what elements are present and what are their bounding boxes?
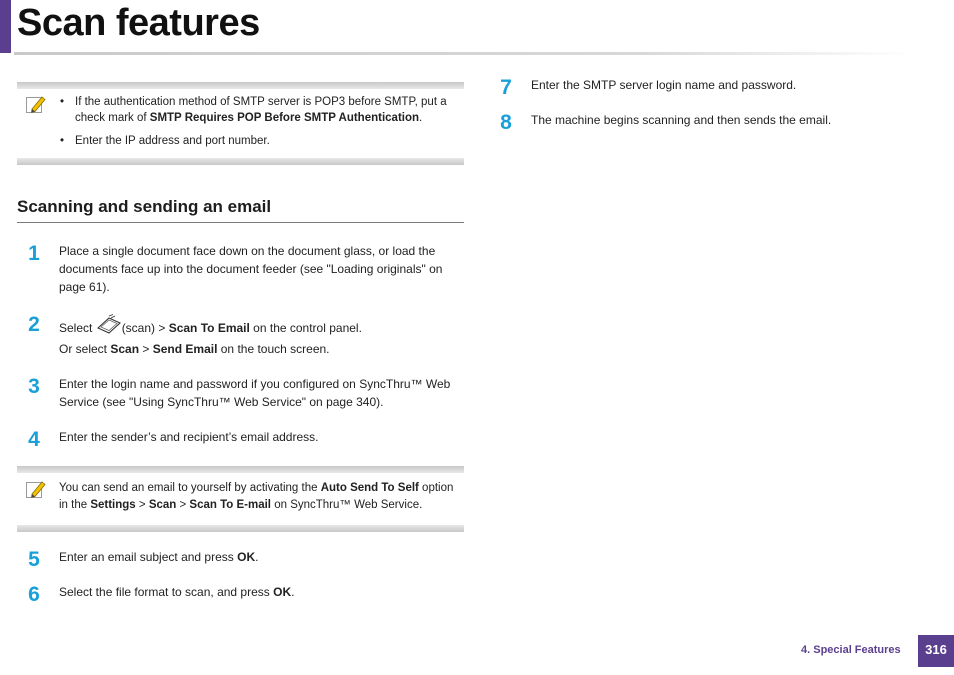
header-accent-bar <box>0 0 11 53</box>
note-box-authentication <box>17 82 464 165</box>
bullet-dot: • <box>60 135 65 147</box>
note-bullet-item <box>60 133 464 149</box>
step-text-part: . <box>255 550 259 564</box>
step-text <box>59 314 464 337</box>
note-pencil-icon <box>25 94 47 116</box>
note-text: Enter the IP address and port number. <box>75 135 270 147</box>
note-bottom-border <box>17 158 464 165</box>
step-text: The machine begins scanning and then sends the email. <box>531 113 832 127</box>
note-bold-text: SMTP Requires POP Before SMTP Authentication <box>149 112 420 124</box>
step-text-alt <box>59 340 464 358</box>
step-text <box>59 548 464 566</box>
step-text-part: (scan) > <box>121 321 169 335</box>
step-bold-text: Send Email <box>152 342 218 356</box>
note-text: You can send an email to yourself by activating the <box>59 482 321 494</box>
note-box-auto-send <box>17 466 464 532</box>
step-text-part: Select <box>59 321 96 335</box>
note-bullet-list <box>60 94 464 149</box>
note-bold-text: Auto Send To Self <box>320 482 419 494</box>
step-text: Enter the SMTP server login name and password. <box>531 78 797 92</box>
footer-chapter-label: 4. Special Features <box>801 644 901 656</box>
section-title: Scanning and sending an email <box>17 197 272 216</box>
step-text-part: Select the file format to scan, and press <box>59 585 274 599</box>
note-text: option in the <box>59 482 454 511</box>
step-number: 5 <box>28 548 40 571</box>
step-text-part: Or select <box>59 342 111 356</box>
step-text-part: . <box>291 585 295 599</box>
step-text-part: Enter an email subject and press <box>59 550 238 564</box>
step-text-part: on the touch screen. <box>217 342 330 356</box>
step-text-part: on the control panel. <box>249 321 362 335</box>
step-number: 8 <box>500 111 512 134</box>
note-text: . <box>419 112 423 124</box>
step-bold-text: Scan To Email <box>168 321 250 335</box>
note-body <box>17 473 464 525</box>
note-text-block <box>59 480 464 514</box>
note-text: on SyncThru™ Web Service. <box>271 499 423 511</box>
step-number: 2 <box>28 313 40 336</box>
page-title: Scan features <box>17 2 260 44</box>
step-text: Enter the sender’s and recipient’s email address. <box>59 430 319 444</box>
step-number: 7 <box>500 76 512 99</box>
note-bottom-border <box>17 525 464 532</box>
note-bullet-item <box>60 94 464 126</box>
note-text: If the authentication method of SMTP server is POP3 before SMTP, put a check mark of <box>75 96 447 124</box>
step-bold-text: Scan <box>110 342 140 356</box>
page-number-badge: 316 <box>918 635 954 667</box>
note-bold-text: Scan To E-mail <box>189 499 272 511</box>
note-top-border <box>17 466 464 473</box>
scan-icon <box>96 314 122 336</box>
title-divider <box>14 52 914 55</box>
step-bold-text: OK <box>237 550 256 564</box>
note-text: > <box>135 499 149 511</box>
note-bold-text: Scan <box>148 499 177 511</box>
step-text: Enter the login name and password if you configured on SyncThru™ Web Service (see "Using SyncThru™ Web Service" on page 340). <box>59 377 451 409</box>
step-number: 4 <box>28 428 40 451</box>
step-number: 1 <box>28 242 40 265</box>
step-text <box>59 583 464 601</box>
note-pencil-icon <box>25 479 47 501</box>
step-text-part: > <box>139 342 153 356</box>
note-top-border <box>17 82 464 89</box>
note-body <box>17 89 464 158</box>
step-number: 6 <box>28 583 40 606</box>
step-number: 3 <box>28 375 40 398</box>
section-divider <box>17 222 464 223</box>
note-text: > <box>176 499 190 511</box>
step-bold-text: OK <box>273 585 292 599</box>
note-bold-text: Settings <box>90 499 136 511</box>
bullet-dot: • <box>60 96 65 108</box>
step-text: Place a single document face down on the document glass, or load the documents face up into the document feeder (see "Loading originals" on page 61). <box>59 244 443 294</box>
